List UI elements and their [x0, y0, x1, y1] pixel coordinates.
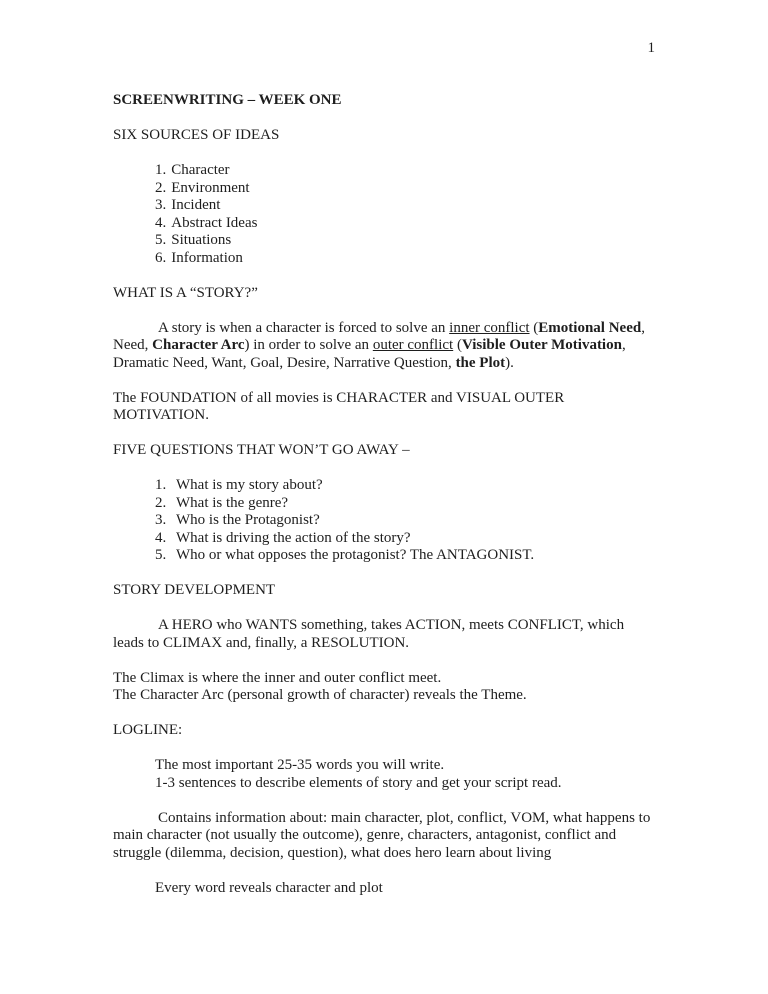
paragraph-text-underlined: outer conflict: [372, 337, 454, 353]
paragraph-text-bold: the Plot: [455, 354, 506, 371]
paragraph-text-underlined: inner conflict: [449, 319, 530, 336]
climax-line: The Climax is where the inner and outer conflict meet.: [113, 669, 442, 686]
hero-paragraph: A HERO who WANTS something, takes ACTION, meets CONFLICT, which leads to CLIMAX and, finally, a RESOLUTION.: [113, 617, 625, 651]
story-definition-paragraph: [113, 320, 655, 373]
list-item: [155, 547, 655, 565]
paragraph-text: ) in order to solve an: [244, 337, 373, 353]
list-item-label: Information: [171, 249, 243, 266]
list-item-label: Situations: [171, 232, 232, 248]
paragraph-text: ).: [505, 354, 514, 371]
list-item-label: What is my story about?: [176, 477, 323, 493]
list-item-label: What is driving the action of the story?: [176, 529, 411, 546]
logline-contents-paragraph: Contains information about: main character, plot, conflict, VOM, what happens to main character (not usually the outcome), genre, characters, antagonist, conflict and struggle (dilemma, decision, question), what does hero learn about living: [113, 809, 651, 861]
list-item-number: 1.: [155, 162, 167, 178]
list-item-label: Character: [171, 162, 230, 178]
list-item-label: Who is the Protagonist?: [176, 512, 320, 528]
list-item: [155, 180, 655, 198]
list-item-number: 2.: [155, 179, 167, 196]
list-item: [155, 215, 655, 233]
list-item-number: 5.: [155, 547, 167, 563]
list-item: [155, 250, 655, 268]
heading-five-questions: FIVE QUESTIONS THAT WON’T GO AWAY –: [113, 442, 410, 458]
sources-list: [113, 162, 655, 267]
heading-six-sources: SIX SOURCES OF IDEAS: [113, 127, 280, 143]
list-item: [155, 512, 655, 530]
paragraph-text: (: [453, 337, 462, 353]
logline-line: The most important 25-35 words you will write.: [155, 757, 445, 773]
list-item: [155, 495, 655, 513]
paragraph-text-bold: Emotional Need: [538, 319, 642, 336]
paragraph-text: , Need,: [113, 319, 645, 353]
list-item-label: Environment: [171, 179, 250, 196]
list-item: [155, 530, 655, 548]
document-content: [113, 92, 655, 915]
paragraph-text: (: [529, 319, 539, 336]
list-item: [155, 477, 655, 495]
list-item-number: 3.: [155, 197, 167, 213]
heading-story-development: STORY DEVELOPMENT: [113, 582, 276, 598]
logline-line: 1-3 sentences to describe elements of story and get your script read.: [155, 774, 562, 791]
list-item: [155, 197, 655, 215]
page-number: 1: [647, 40, 655, 56]
foundation-paragraph: The FOUNDATION of all movies is CHARACTER and VISUAL OUTER MOTIVATION.: [113, 389, 565, 423]
list-item-label: Abstract Ideas: [171, 214, 258, 231]
list-item-label: Who or what opposes the protagonist? The ANTAGONIST.: [176, 547, 535, 563]
list-item-number: 3.: [155, 512, 167, 528]
questions-list: [113, 477, 655, 565]
list-item-number: 4.: [155, 214, 167, 231]
paragraph-text: , Dramatic Need, Want, Goal, Desire, Narrative Question,: [113, 337, 626, 371]
list-item-number: 6.: [155, 249, 167, 266]
list-item-label: What is the genre?: [176, 494, 289, 511]
list-item-number: 2.: [155, 494, 167, 511]
list-item-label: Incident: [171, 197, 221, 213]
list-item-number: 5.: [155, 232, 167, 248]
document-title: SCREENWRITING – WEEK ONE: [113, 92, 342, 108]
list-item: [155, 232, 655, 250]
character-arc-line: The Character Arc (personal growth of character) reveals the Theme.: [113, 687, 527, 703]
paragraph-text-bold: Character Arc: [152, 337, 245, 353]
heading-what-is-story: WHAT IS A “STORY?”: [113, 284, 258, 301]
climax-theme-lines: [113, 670, 655, 705]
list-item-number: 4.: [155, 529, 167, 546]
logline-closing-line: Every word reveals character and plot: [155, 879, 383, 896]
paragraph-text: A story is when a character is forced to solve an: [158, 319, 450, 336]
list-item: [155, 162, 655, 180]
logline-importance-lines: [113, 757, 655, 792]
list-item-number: 1.: [155, 477, 167, 493]
paragraph-text-bold: Visible Outer Motivation: [461, 337, 622, 353]
heading-logline: LOGLINE:: [113, 722, 183, 738]
